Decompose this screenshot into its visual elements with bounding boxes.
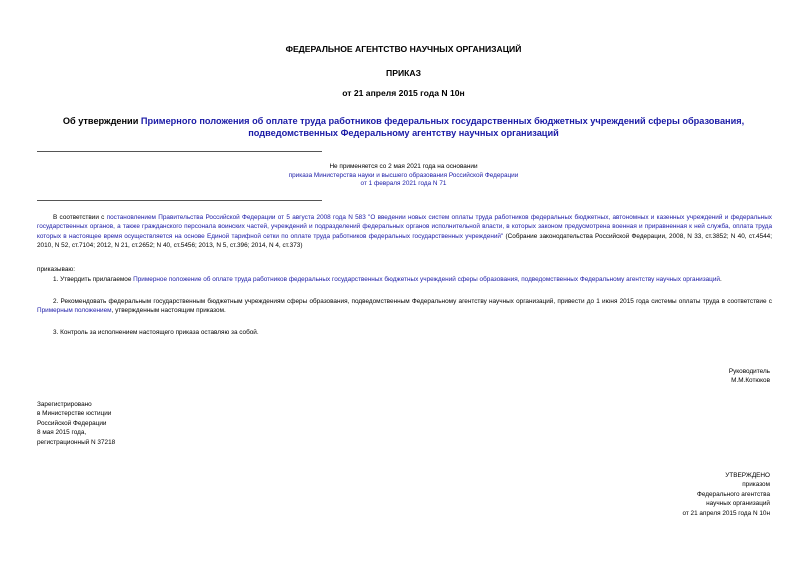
prikazyvayu-text: приказываю: [37, 266, 75, 273]
registration-line4: 8 мая 2015 года, [37, 429, 87, 437]
document-title [0, 115, 807, 139]
title-prefix: Об утверждении [62, 116, 141, 126]
registration-line5: регистрационный N 37218 [37, 438, 116, 446]
approval-line5: от 21 апреля 2015 года N 10н [682, 509, 770, 517]
signature-block [729, 367, 770, 386]
registration-line1: Зарегистрировано [37, 401, 92, 408]
item-1-text: 1. Утвердить прилагаемое [53, 276, 134, 283]
item-1-paragraph [37, 275, 772, 284]
registration-block [37, 400, 115, 447]
preamble-paragraph [37, 213, 772, 251]
item-1-end: . [719, 276, 722, 283]
item-2-end: , утвержденным настоящим приказом. [111, 307, 226, 315]
item-3-paragraph: 3. Контроль за исполнением настоящего приказа оставляю за собой. [53, 329, 259, 336]
approval-line4: научных организаций [706, 500, 770, 508]
item-2-paragraph [37, 297, 772, 316]
signature-name: М.М.Котюков [731, 377, 770, 385]
status-note [0, 163, 807, 189]
doc-type-heading: ПРИКАЗ [386, 68, 421, 78]
item-1-link[interactable]: Примерное положение об оплате труда работников федеральных государственных бюджетных учреждений сферы образования, подведомственных Федеральному агентству научных организаций [133, 276, 720, 283]
status-note-link1[interactable]: приказа Министерства науки и высшего образования Российской Федерации [288, 171, 519, 179]
divider-bottom [37, 200, 322, 201]
doc-date-number: от 21 апреля 2015 года N 10н [342, 88, 465, 98]
preamble-text-2: (Собрание законодательства Российской Федерации, 2008, N 33, ст.3852; N 40, ст.4544; 2010, N 52, ст.7104; 2012, N 21, ст.2652; N 40, ст.5456; 2013, N 5, ст.396; 2014, N 4, ст.373) [37, 232, 773, 250]
registration-line2: в Министерстве юстиции [37, 410, 112, 418]
status-note-line1: Не применяется со 2 мая 2021 года на основании [329, 163, 478, 170]
registration-line3: Российской Федерации [37, 419, 107, 427]
status-note-link2[interactable]: от 1 февраля 2021 года N 71 [360, 180, 447, 188]
signature-position: Руководитель [728, 368, 770, 375]
title-link[interactable]: Примерного положения об оплате труда работников федеральных государственных бюджетных учреждений сферы образования, [140, 116, 745, 126]
agency-heading: ФЕДЕРАЛЬНОЕ АГЕНТСТВО НАУЧНЫХ ОРГАНИЗАЦИЙ [285, 44, 522, 54]
title-link-line2[interactable]: подведомственных Федеральному агентству научных организаций [248, 128, 559, 138]
item-2-link[interactable]: Примерным положением [37, 307, 112, 315]
approval-line2: приказом [742, 481, 770, 489]
divider-top [37, 151, 322, 152]
approval-line3: Федерального агентства [696, 490, 770, 498]
preamble-text-1: В соответствии с [53, 214, 107, 221]
item-2-text: 2. Рекомендовать федеральным государственным бюджетным учреждениям сферы образования, подведомственным Федеральному агентству научных организаций, привести до 1 июня 2015 года системы оплаты труда в соответствие с [53, 298, 772, 305]
approval-line1: УТВЕРЖДЕНО [725, 472, 770, 479]
approval-block [682, 471, 770, 518]
preamble-link-decree[interactable]: постановлением Правительства Российской Федерации от 5 августа 2008 года N 583 "О введении новых систем оплаты труда работников федеральных бюджетных, автономных и казенных учреждений и федеральных государственных органов, а также гражданского персонала воинских частей, учреждений и подразделений федеральных органов исполнительной власти, в которых законом предусмотрена военная и приравненная к ней служба, оплата труда которых в настоящее время осуществляется на основе Единой тарифной сетки по оплате труда работников федеральных государственных учреждений" [37, 214, 773, 240]
